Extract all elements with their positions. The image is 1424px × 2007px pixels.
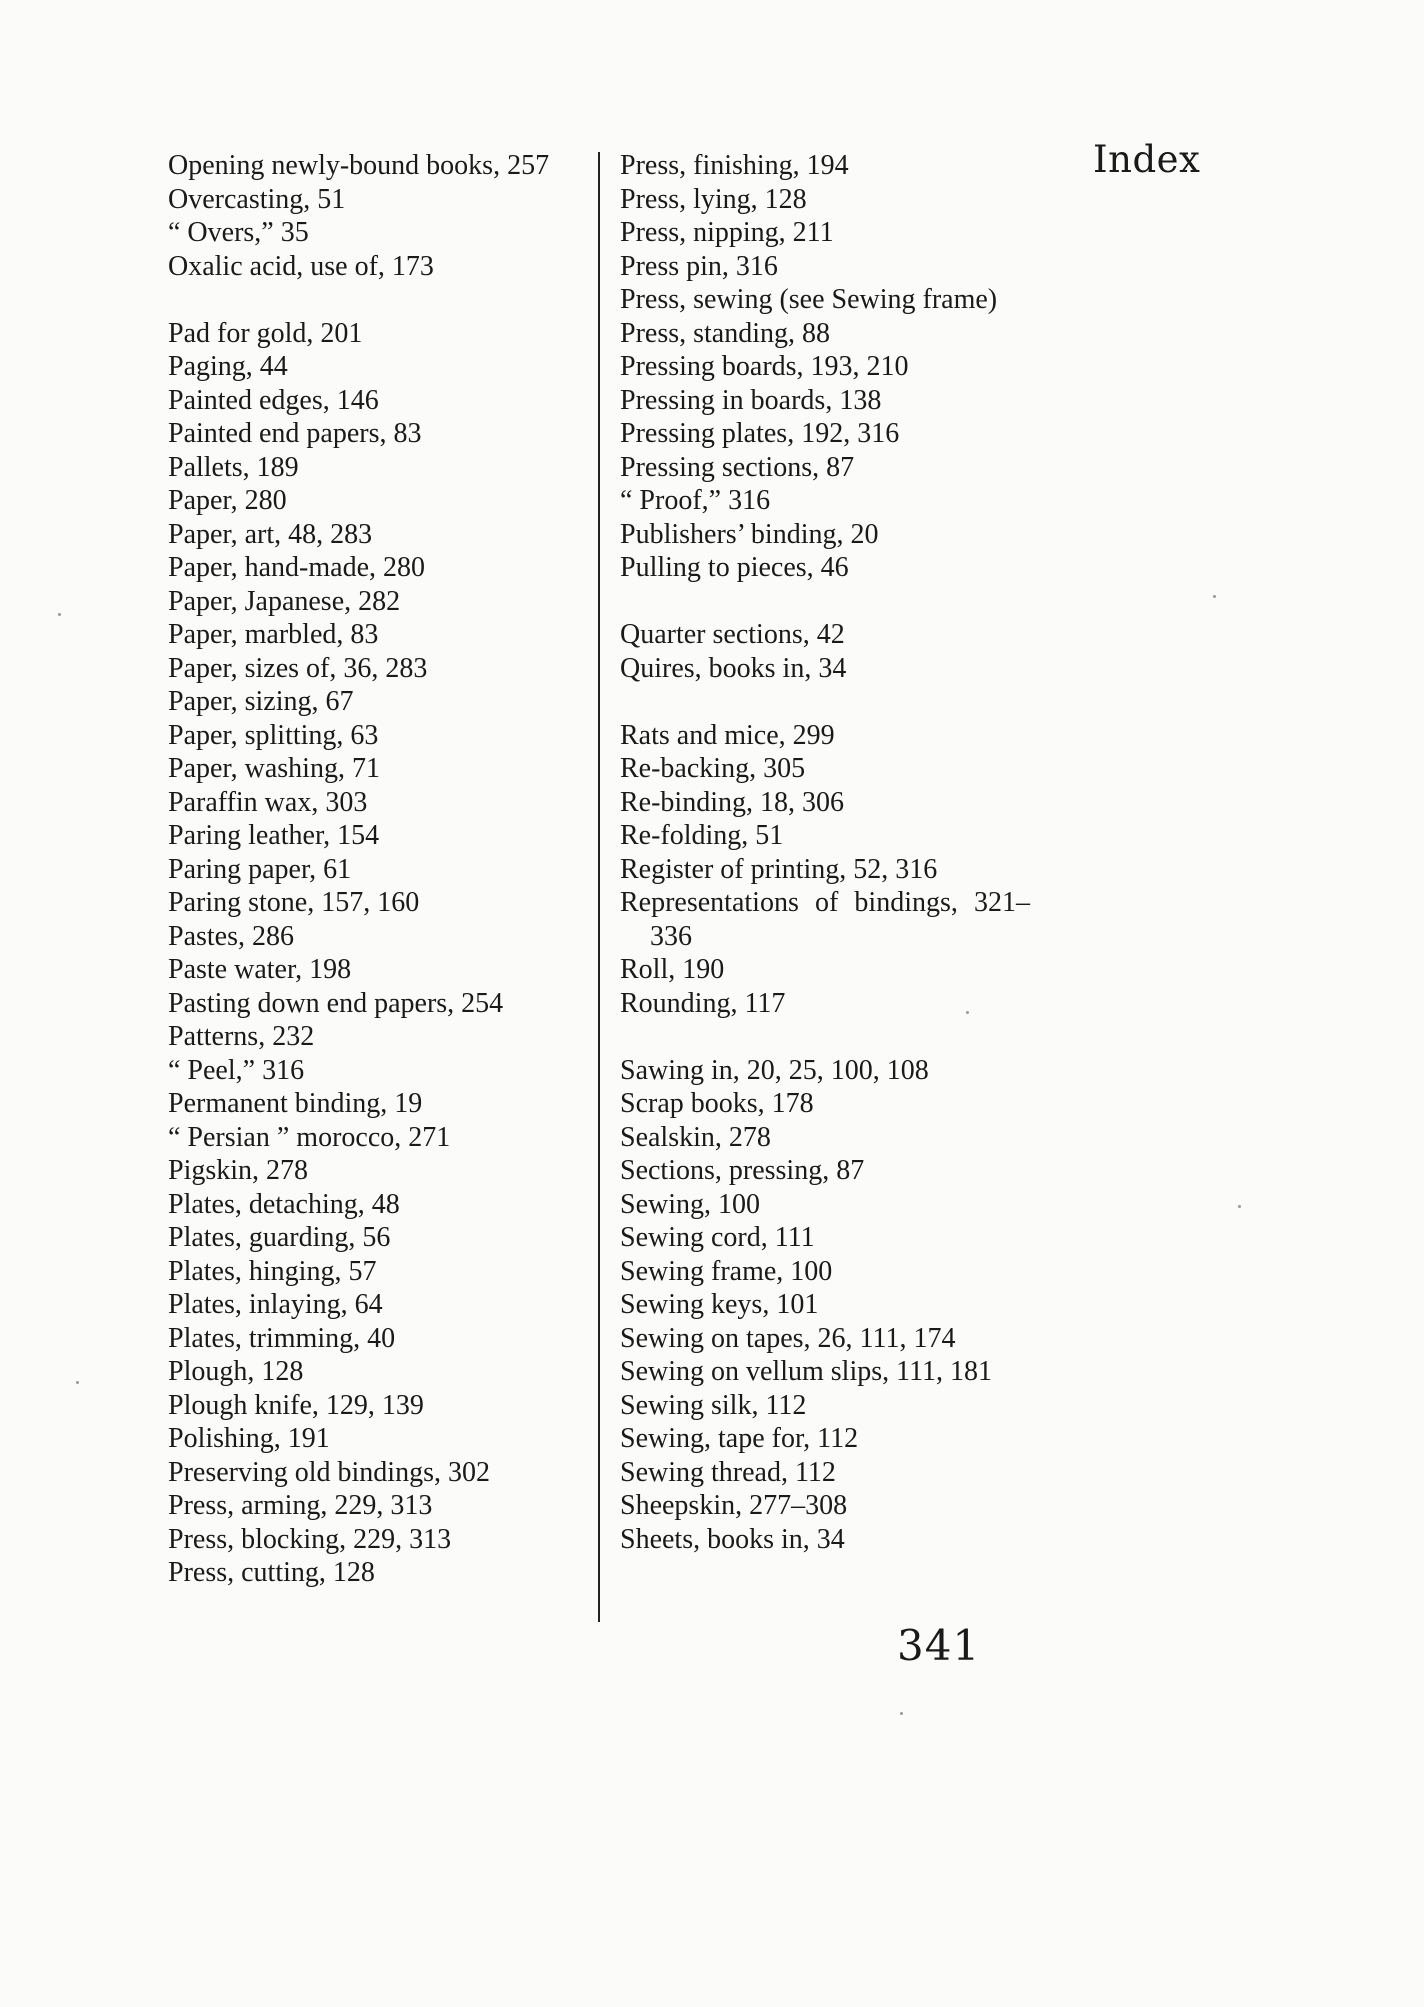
index-entry: Plates, hinging, 57	[168, 1255, 377, 1287]
letter-section-gap	[168, 283, 566, 317]
index-entry: Painted edges, 146	[168, 384, 379, 416]
index-entry: “ Overs,” 35	[168, 217, 309, 248]
index-entry: “ Persian ” morocco, 271	[168, 1121, 451, 1153]
index-entry: Plates, guarding, 56	[168, 1222, 391, 1253]
index-entry: Pressing boards, 193, 210	[620, 351, 909, 382]
index-entry: Polishing, 191	[168, 1423, 330, 1454]
index-entry: Pastes, 286	[168, 920, 294, 952]
letter-section-gap	[620, 1020, 1030, 1054]
index-entry: Press pin, 316	[620, 250, 778, 282]
paper-speck	[1213, 595, 1216, 598]
index-entry: Sheepskin, 277–308	[620, 1490, 848, 1521]
index-entry: Sawing in, 20, 25, 100, 108	[620, 1054, 929, 1086]
index-entry: Quires, books in, 34	[620, 652, 847, 684]
index-entry: Scrap books, 178	[620, 1088, 814, 1119]
index-entry: Paper, art, 48, 283	[168, 518, 373, 550]
index-entry: Pressing sections, 87	[620, 451, 855, 483]
paper-speck	[76, 1381, 79, 1384]
paper-speck	[1238, 1205, 1241, 1208]
index-entry: Sections, pressing, 87	[620, 1155, 865, 1186]
letter-section-gap	[620, 685, 1030, 719]
index-entry: Pallets, 189	[168, 451, 299, 483]
index-entry: Plough knife, 129, 139	[168, 1389, 424, 1421]
index-entry: Patterns, 232	[168, 1021, 315, 1052]
index-column-right	[620, 149, 1030, 1556]
index-entry: Paper, sizing, 67	[168, 686, 354, 717]
index-entry: Pasting down end papers, 254	[168, 987, 504, 1019]
index-entry: Quarter sections, 42	[620, 619, 845, 650]
index-entry: Sewing keys, 101	[620, 1289, 819, 1320]
index-entry: Pad for gold, 201	[168, 317, 363, 349]
index-entry: Pressing plates, 192, 316	[620, 418, 900, 449]
index-entry: Press, standing, 88	[620, 317, 830, 349]
index-entry: Paper, sizes of, 36, 283	[168, 652, 428, 684]
index-entry: Paper, splitting, 63	[168, 719, 379, 751]
index-entry: Press, lying, 128	[620, 183, 807, 215]
letter-section-gap	[620, 585, 1030, 619]
index-entry: Press, cutting, 128	[168, 1557, 375, 1588]
index-entry: Roll, 190	[620, 954, 725, 985]
index-entry: Sewing on vellum slips, 111, 181	[620, 1356, 993, 1387]
index-entry: Sewing thread, 112	[620, 1456, 836, 1488]
index-entry: Sewing, 100	[620, 1188, 760, 1220]
index-entry: Pigskin, 278	[168, 1155, 309, 1186]
index-entry: Paper, hand-made, 280	[168, 552, 426, 583]
index-entry: Plates, inlaying, 64	[168, 1289, 383, 1320]
index-entry: Sealskin, 278	[620, 1121, 771, 1153]
index-entry: Re-folding, 51	[620, 820, 784, 851]
index-entry: Paper, washing, 71	[168, 753, 380, 784]
index-entry: Re-binding, 18, 306	[620, 786, 844, 818]
paper-speck	[900, 1712, 903, 1715]
index-entry: Sewing frame, 100	[620, 1255, 833, 1287]
index-entry: Register of printing, 52, 316	[620, 853, 938, 885]
index-entry: Press, nipping, 211	[620, 217, 834, 248]
index-entry: Paper, 280	[168, 485, 287, 516]
index-entry: Preserving old bindings, 302	[168, 1456, 490, 1488]
page-number: 341	[897, 1621, 981, 1670]
index-entry: Sheets, books in, 34	[620, 1523, 845, 1555]
index-entry: Rounding, 117	[620, 987, 786, 1019]
column-rule	[598, 152, 600, 1622]
index-entry: Paper, marbled, 83	[168, 619, 379, 650]
index-entry: Representations of bindings, 321–336	[620, 887, 1030, 952]
index-entry: Permanent binding, 19	[168, 1088, 423, 1119]
index-entry: Overcasting, 51	[168, 183, 346, 215]
index-entry: “ Proof,” 316	[620, 485, 771, 516]
index-entry: Opening newly-bound books, 257	[168, 150, 550, 181]
index-entry: Pulling to pieces, 46	[620, 552, 849, 583]
index-entry: Paper, Japanese, 282	[168, 585, 401, 617]
index-entry: Plates, trimming, 40	[168, 1322, 396, 1354]
index-entry: Publishers’ binding, 20	[620, 518, 879, 550]
index-column-left	[168, 149, 566, 1590]
index-entry: Plough, 128	[168, 1356, 304, 1387]
index-entry: Oxalic acid, use of, 173	[168, 250, 434, 282]
index-entry: Press, blocking, 229, 313	[168, 1523, 452, 1555]
index-entry: Rats and mice, 299	[620, 719, 835, 751]
index-entry: Paring stone, 157, 160	[168, 887, 420, 918]
index-entry: Paring paper, 61	[168, 853, 352, 885]
index-entry: Paring leather, 154	[168, 820, 380, 851]
index-entry: Press, sewing (see Sewing frame)	[620, 284, 998, 315]
index-entry: Sewing silk, 112	[620, 1389, 807, 1421]
index-entry: Press, arming, 229, 313	[168, 1490, 433, 1521]
index-entry: Sewing cord, 111	[620, 1222, 815, 1253]
index-entry: Sewing on tapes, 26, 111, 174	[620, 1322, 956, 1354]
paper-speck	[966, 1011, 969, 1014]
index-entry: Press, finishing, 194	[620, 150, 849, 181]
index-entry: “ Peel,” 316	[168, 1054, 305, 1086]
index-entry: Re-backing, 305	[620, 753, 806, 784]
index-entry: Plates, detaching, 48	[168, 1188, 400, 1220]
index-entry: Paging, 44	[168, 351, 288, 382]
running-header: Index	[1093, 138, 1201, 181]
paper-speck	[58, 613, 61, 616]
index-entry: Paraffin wax, 303	[168, 786, 368, 818]
index-entry: Pressing in boards, 138	[620, 384, 882, 416]
index-entry: Paste water, 198	[168, 954, 352, 985]
index-entry: Sewing, tape for, 112	[620, 1423, 859, 1454]
index-entry: Painted end papers, 83	[168, 418, 422, 449]
